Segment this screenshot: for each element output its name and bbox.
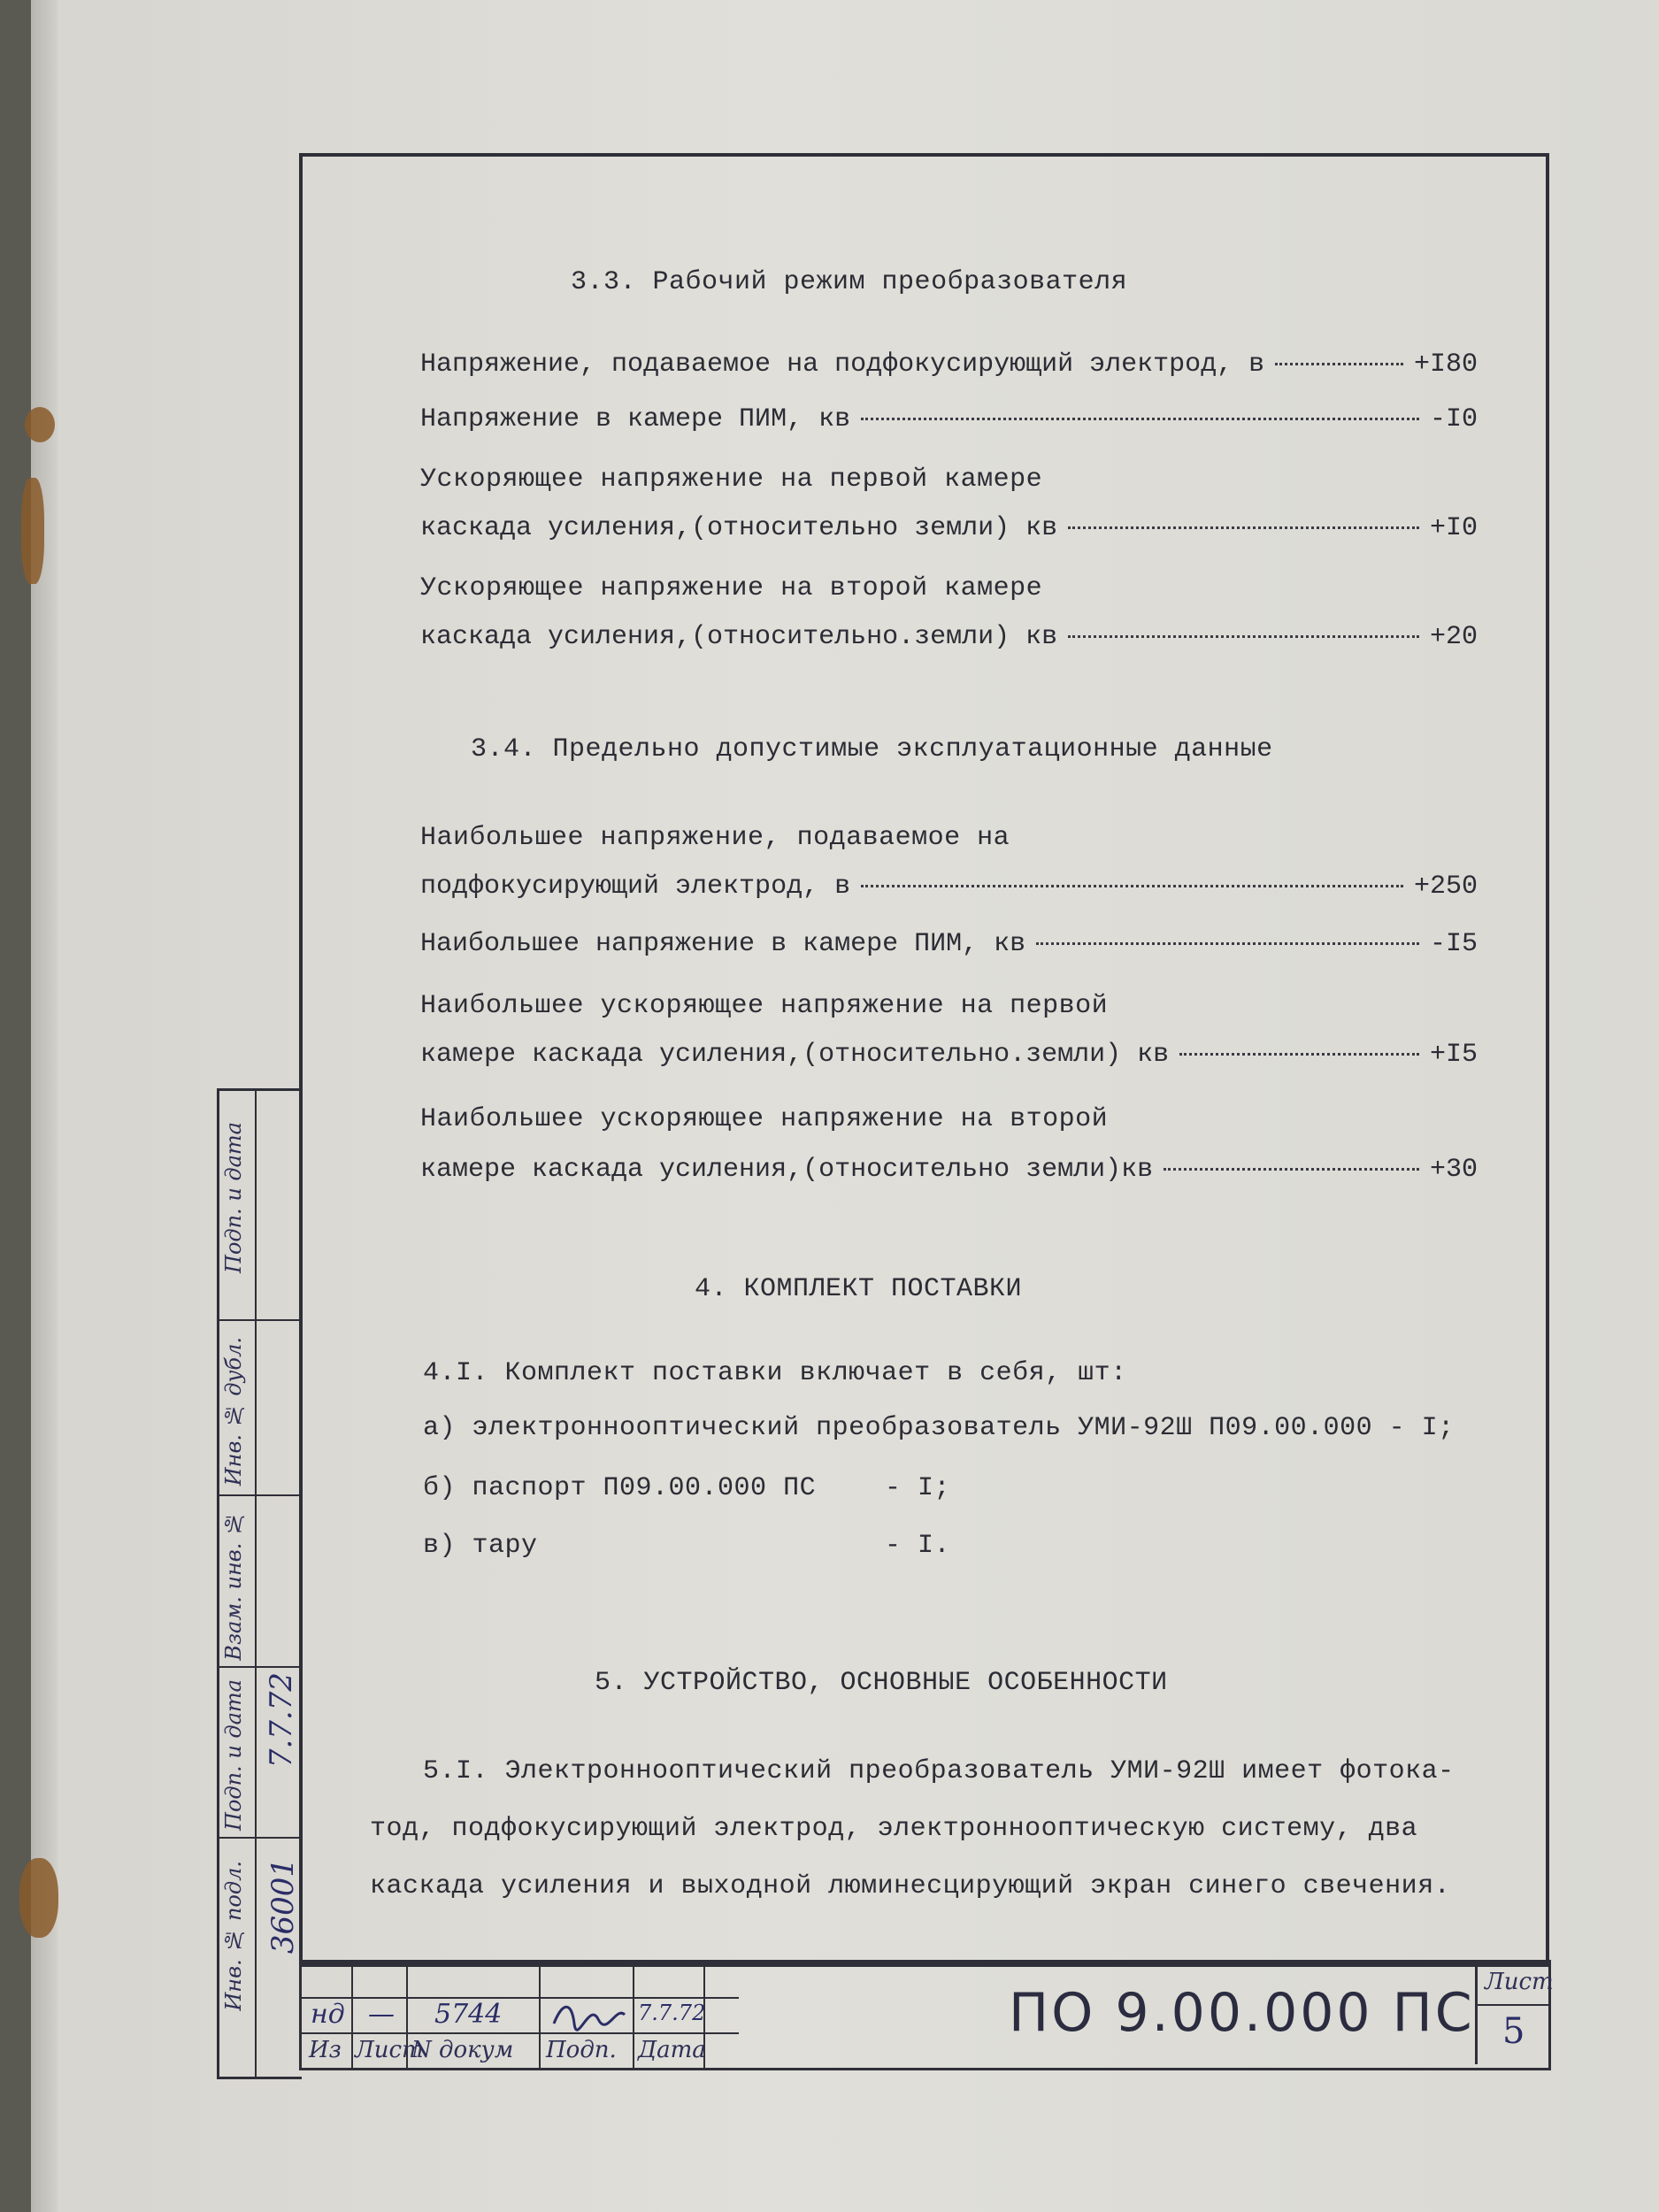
param-label-line1: Ускоряющее напряжение на второй камере [420,573,1043,603]
tb-header-list: Лист [355,2037,424,2063]
param-label-line1: Наибольшее ускоряющее напряжение на первой [420,991,1109,1021]
strip-label-inv-podl: Инв. № подл. [221,1861,246,2011]
document-designation: ПО 9.00.000 ПС [1009,1982,1475,2044]
tb-header-ndokum: N докум [411,2037,514,2063]
delivery-item-c-qty: - I. [885,1531,951,1561]
leader-dots [1164,1168,1419,1171]
param-label: камере каскада усиления,(относительно земли)кв [420,1155,1154,1185]
leader-dots [1036,942,1419,945]
param-value: -I0 [1429,404,1478,434]
param-value: +I5 [1429,1040,1478,1070]
tb-header-data: Дата [638,2037,706,2063]
param-value: +250 [1413,872,1478,902]
param-row [420,1155,1478,1190]
param-row [420,622,1478,657]
param-row [420,404,1478,440]
leader-dots [1068,635,1419,638]
strip-label-podp-data-top: Подп. и дата [221,1122,246,1273]
delivery-intro: 4.I. Комплект поставки включает в себя, шт: [423,1358,1127,1388]
handwritten-inv-number: 36001 [265,1858,301,1955]
delivery-item-b-qty: - I; [885,1473,951,1503]
param-label: каскада усиления,(относительно земли) кв [420,513,1058,543]
strip-label-podp-data: Подп. и дата [221,1679,246,1831]
param-label-line1: Наибольшее ускоряющее напряжение на второй [420,1104,1109,1134]
section-5-para-line1: 5.I. Электроннооптический преобразователь УМИ-92Ш имеет фотока- [423,1756,1455,1786]
param-label: Наибольшее напряжение в камере ПИМ, кв [420,929,1026,959]
tb-header-podp: Подп. [546,2037,617,2063]
param-label: камере каскада усиления,(относительно.земли) кв [420,1040,1170,1070]
sheet-number-box [1475,1960,1554,2064]
handwritten-signature-date: 7.7.72 [264,1672,299,1769]
param-row [420,872,1478,907]
strip-label-inv-dubl: Инв. № дубл. [221,1337,246,1486]
section-5-heading: 5. УСТРОЙСТВО, ОСНОВНЫЕ ОСОБЕННОСТИ [595,1668,1168,1698]
param-value: -I5 [1429,929,1478,959]
change-date: 7.7.72 [638,2001,706,2025]
leader-dots [1275,363,1403,365]
param-row [420,1040,1478,1075]
document-number: 5744 [434,1999,503,2030]
param-row [420,513,1478,549]
param-label: Напряжение в камере ПИМ, кв [420,404,851,434]
section-4-heading: 4. КОМПЛЕКТ ПОСТАВКИ [695,1274,1023,1304]
param-value: +I80 [1413,349,1478,380]
signature-mark [549,1997,629,2032]
leader-dots [1179,1053,1419,1056]
param-row [420,349,1478,385]
delivery-item-b: б) паспорт П09.00.000 ПС [423,1473,817,1503]
delivery-item-c: в) тару [423,1531,538,1561]
param-label: подфокусирующий электрод, в [420,872,851,902]
section-5-para-line3: каскада усиления и выходной люминесцирующий экран синего свечения. [370,1871,1451,1901]
param-label-line1: Наибольшее напряжение, подаваемое на [420,823,1010,853]
leader-dots [1068,526,1419,529]
section-3-4-heading: 3.4. Предельно допустимые эксплуатационные данные [471,734,1273,764]
strip-label-vzam-inv: Взам. инв. № [221,1511,246,1661]
leader-dots [861,418,1419,420]
delivery-item-a: а) электроннооптический преобразователь УМИ-92Ш П09.00.000 - I; [423,1413,1455,1443]
param-label: каскада усиления,(относительно.земли) кв [420,622,1058,652]
change-number: нд [311,1999,345,2030]
leader-dots [861,885,1403,887]
section-5-para-line2: тод, подфокусирующий электрод, электроннооптическую систему, два [370,1814,1418,1844]
sheet-ref: — [368,1999,395,2030]
sheet-label: Лист [1485,1969,1554,1995]
param-label-line1: Ускоряющее напряжение на первой камере [420,465,1043,495]
param-value: +30 [1429,1155,1478,1185]
sheet-number: 5 [1502,2011,1525,2052]
tb-header-iz: Из [309,2037,342,2063]
param-value: +I0 [1429,513,1478,543]
section-3-3-heading: 3.3. Рабочий режим преобразователя [571,267,1128,297]
param-row [420,929,1478,964]
param-label: Напряжение, подаваемое на подфокусирующий электрод, в [420,349,1265,380]
param-value: +20 [1429,622,1478,652]
